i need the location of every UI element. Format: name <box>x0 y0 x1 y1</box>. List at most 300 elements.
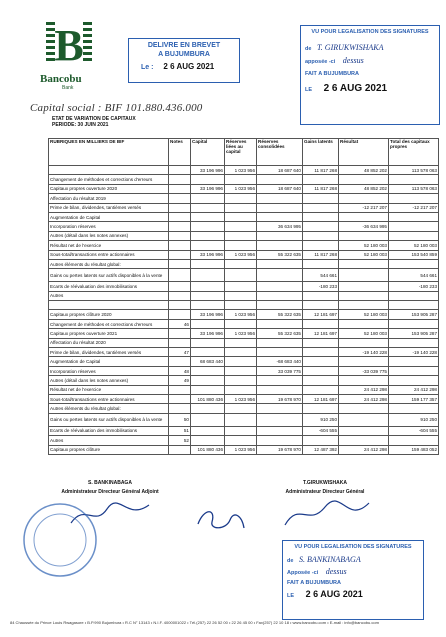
table-cell <box>303 259 339 268</box>
table-cell <box>225 366 257 375</box>
table-cell <box>339 259 389 268</box>
table-cell <box>225 212 257 221</box>
svg-text:B: B <box>54 21 84 66</box>
stamp-legal-top-name: T. GIRUKWISHAKA <box>316 43 384 52</box>
table-cell: 46 <box>169 319 191 328</box>
table-cell <box>303 222 339 231</box>
stamp-legal-bottom-date: 2 6 AUG 2021 <box>305 589 363 599</box>
table-cell: 51 <box>169 426 191 435</box>
row-label: Capitaux propres clôture 2020 <box>49 310 169 319</box>
stamp-legal-top-le-label: LE <box>305 87 313 93</box>
table-cell <box>389 436 439 445</box>
table-cell <box>339 319 389 328</box>
row-label: Autres <box>49 291 169 300</box>
table-cell: 48 852 202 <box>339 166 389 175</box>
table-row <box>49 366 439 375</box>
table-cell: 18 687 640 <box>257 184 303 193</box>
table-cell: 12 181 697 <box>303 329 339 338</box>
table-cell: 12 487 392 <box>303 445 339 454</box>
brand-sub: Bank <box>62 85 74 91</box>
row-label: Gains ou pertes latents sur actifs disponibles à la vente <box>49 413 169 426</box>
table-cell: 1 023 956 <box>225 445 257 454</box>
table-cell <box>257 319 303 328</box>
table-row <box>49 222 439 231</box>
table-cell: 48 <box>169 366 191 375</box>
table-header: Résultat <box>339 139 389 166</box>
table-cell <box>303 291 339 300</box>
table-cell <box>225 413 257 426</box>
capital-social: Capital social : BIF 101.880.436.000 <box>30 102 203 114</box>
table-cell <box>303 357 339 366</box>
table-cell <box>225 231 257 240</box>
table-cell: 11 817 268 <box>303 184 339 193</box>
table-cell <box>169 203 191 212</box>
table-row <box>49 212 439 221</box>
row-label <box>49 166 169 175</box>
table-cell <box>225 175 257 184</box>
table-cell <box>191 222 225 231</box>
table-cell: 24 412 298 <box>339 445 389 454</box>
table-cell: 544 661 <box>389 269 439 282</box>
table-cell <box>191 241 225 250</box>
table-cell <box>257 385 303 394</box>
table-cell <box>339 194 389 203</box>
table-cell: 47 <box>169 348 191 357</box>
table-cell: 910 250 <box>303 413 339 426</box>
table-cell <box>225 269 257 282</box>
stamp-brevet <box>128 38 240 83</box>
table-row <box>49 269 439 282</box>
table-cell: -180 233 <box>303 282 339 291</box>
table-cell <box>169 329 191 338</box>
table-cell <box>303 194 339 203</box>
row-label: Autres (détail dans les notes annexes) <box>49 231 169 240</box>
table-cell: 36 634 995 <box>257 222 303 231</box>
table-cell: 11 817 268 <box>303 166 339 175</box>
table-cell <box>389 338 439 347</box>
table-cell <box>339 436 389 445</box>
table-cell: -33 039 775 <box>339 366 389 375</box>
row-label: Résultat net de l'exercice <box>49 385 169 394</box>
table-cell: 33 196 996 <box>191 184 225 193</box>
table-cell <box>169 175 191 184</box>
table-cell: 52 <box>169 436 191 445</box>
table-cell <box>303 366 339 375</box>
table-cell: 910 250 <box>389 413 439 426</box>
table-cell: 1 023 956 <box>225 310 257 319</box>
table-row <box>49 259 439 268</box>
stamp-legal-bottom-name: S. BANKINABAGA <box>298 555 361 564</box>
table-row <box>49 394 439 403</box>
row-label: Sous-total/transactions entre actionnaires <box>49 250 169 259</box>
row-label: Ecarts de réévaluation des immobilisations <box>49 426 169 435</box>
table-cell <box>389 222 439 231</box>
handwritten-signature-right <box>275 497 375 531</box>
table-cell <box>191 301 225 310</box>
document-period: PERIODE: 30 JUIN 2021 <box>52 122 109 128</box>
table-cell <box>169 310 191 319</box>
stamp-legal-bottom-apposee-value: dessus <box>325 567 347 576</box>
table-cell <box>225 301 257 310</box>
table-cell <box>225 338 257 347</box>
table-cell <box>303 385 339 394</box>
table-cell <box>169 212 191 221</box>
table-cell <box>169 291 191 300</box>
table-cell <box>169 394 191 403</box>
table-cell: 52 180 003 <box>339 250 389 259</box>
table-cell <box>169 250 191 259</box>
table-cell <box>191 291 225 300</box>
table-cell <box>389 319 439 328</box>
stamp-legal-bottom-apposee-label: Apposée -ci <box>287 570 319 576</box>
table-cell <box>191 436 225 445</box>
table-cell <box>339 231 389 240</box>
stamp-legal-top-fait: FAIT A BUJUMBURA <box>305 71 359 77</box>
table-cell <box>169 445 191 454</box>
table-cell: 113 578 063 <box>389 184 439 193</box>
table-cell <box>169 385 191 394</box>
table-cell <box>389 357 439 366</box>
table-row <box>49 426 439 435</box>
table-cell <box>339 413 389 426</box>
table-cell <box>191 376 225 385</box>
stamp-legal-top-title: VU POUR LEGALISATION DES SIGNATURES <box>311 29 429 35</box>
table-row <box>49 436 439 445</box>
row-label: Sous-total/transactions entre actionnaires <box>49 394 169 403</box>
table-row <box>49 329 439 338</box>
table-cell <box>225 203 257 212</box>
table-cell: -36 634 995 <box>339 222 389 231</box>
table-cell <box>191 269 225 282</box>
table-cell <box>303 376 339 385</box>
stamp-legal-top-de-label: de <box>305 46 312 52</box>
equity-variation-table <box>48 138 439 455</box>
table-header: Réserves consolidées <box>257 139 303 166</box>
table-cell <box>303 301 339 310</box>
stamp-legal-bottom-title: VU POUR LEGALISATION DES SIGNATURES <box>294 544 412 550</box>
stamp-legal-bottom-de-label: de <box>287 558 294 564</box>
table-cell <box>257 426 303 435</box>
row-label: Incorporation réserves <box>49 366 169 375</box>
table-cell <box>191 404 225 413</box>
table-cell: 33 196 996 <box>191 329 225 338</box>
table-cell <box>169 282 191 291</box>
table-row <box>49 203 439 212</box>
table-cell <box>191 259 225 268</box>
table-cell <box>339 282 389 291</box>
table-cell: 153 905 287 <box>389 329 439 338</box>
table-cell <box>257 376 303 385</box>
row-label: Capitaux propres ouverture 2021 <box>49 329 169 338</box>
table-cell: 1 023 956 <box>225 166 257 175</box>
stamp-brevet-date: 2 6 AUG 2021 <box>163 62 215 71</box>
table-cell <box>389 291 439 300</box>
table-cell <box>257 404 303 413</box>
brand-name: Bancobu <box>40 73 82 85</box>
table-row <box>49 241 439 250</box>
handwritten-initials <box>190 500 250 540</box>
table-cell <box>191 194 225 203</box>
table-row <box>49 319 439 328</box>
table-cell <box>169 222 191 231</box>
table-cell <box>257 338 303 347</box>
table-cell: 1 023 956 <box>225 250 257 259</box>
table-cell: -19 140 228 <box>389 348 439 357</box>
row-label: Gains ou pertes latents sur actifs disponibles à la vente <box>49 269 169 282</box>
table-cell <box>339 357 389 366</box>
table-cell <box>303 436 339 445</box>
table-cell <box>339 175 389 184</box>
table-cell <box>303 319 339 328</box>
row-label: Affectation du résultat 2019 <box>49 194 169 203</box>
table-cell: 1 023 956 <box>225 394 257 403</box>
table-cell <box>225 357 257 366</box>
table-cell: 19 678 970 <box>257 394 303 403</box>
row-label: Capitaux propres clôture <box>49 445 169 454</box>
table-cell: 33 196 996 <box>191 310 225 319</box>
table-cell: 24 412 298 <box>339 385 389 394</box>
table-row <box>49 348 439 357</box>
table-cell <box>225 241 257 250</box>
table-cell: 52 180 003 <box>389 241 439 250</box>
stamp-brevet-line2: A BUJUMBURA <box>158 51 210 58</box>
signatory-left-title: Administrateur Directeur Général Adjoint <box>61 489 159 495</box>
row-label: Autres éléments du résultat global: <box>49 259 169 268</box>
table-cell <box>339 291 389 300</box>
stamp-brevet-le-label: Le : <box>141 64 154 71</box>
table-cell <box>303 203 339 212</box>
document-title: ETAT DE VARIATION DE CAPITAUX <box>52 116 136 122</box>
table-row <box>49 291 439 300</box>
table-cell <box>257 212 303 221</box>
table-cell <box>191 282 225 291</box>
table-cell: 1 023 956 <box>225 184 257 193</box>
stamp-legal-bottom-le-label: LE <box>287 593 295 599</box>
table-row <box>49 250 439 259</box>
table-cell <box>303 212 339 221</box>
table-body <box>49 166 439 455</box>
table-cell <box>191 413 225 426</box>
row-label: Autres éléments du résultat global: <box>49 404 169 413</box>
table-cell: 52 180 003 <box>339 310 389 319</box>
table-row <box>49 310 439 319</box>
table-row <box>49 338 439 347</box>
table-row <box>49 231 439 240</box>
signature-right <box>265 480 385 533</box>
table-cell <box>169 194 191 203</box>
table-cell <box>169 338 191 347</box>
table-cell <box>303 175 339 184</box>
table-cell <box>339 376 389 385</box>
table-cell <box>257 282 303 291</box>
table-cell <box>225 291 257 300</box>
table-cell <box>191 212 225 221</box>
table-cell: -19 140 228 <box>339 348 389 357</box>
table-cell: 52 180 003 <box>339 329 389 338</box>
table-cell <box>191 366 225 375</box>
table-row <box>49 184 439 193</box>
table-cell <box>225 426 257 435</box>
row-label: Autres (détail dans les notes annexes) <box>49 376 169 385</box>
table-cell <box>339 338 389 347</box>
table-cell <box>169 166 191 175</box>
row-label: Augmentation de Capital <box>49 357 169 366</box>
table-cell: -12 217 207 <box>389 203 439 212</box>
row-label: Affectation du résultat 2020 <box>49 338 169 347</box>
table-cell <box>257 175 303 184</box>
table-row <box>49 282 439 291</box>
bancobu-logo-mark <box>46 20 92 66</box>
page-footer: 84 Chaussée du Prince Louis Rwagasore • B.P.990 Bujumbura • R.C N° 13143 • N.I.F. 4000001022 • Tél.(257) 22 26 52 00 • 22 26 45 00 • Fax(257) 22 10 18 • www.bancobu.com • E-mail : info@bancobu.com <box>10 620 379 625</box>
table-cell: 55 322 635 <box>257 250 303 259</box>
table-cell <box>169 241 191 250</box>
table-cell <box>257 301 303 310</box>
table-cell: 159 177 357 <box>389 394 439 403</box>
table-cell <box>225 319 257 328</box>
table-cell <box>389 231 439 240</box>
table-header-row <box>49 139 439 166</box>
table-cell <box>339 212 389 221</box>
table-cell <box>257 413 303 426</box>
table-cell <box>339 301 389 310</box>
table-header: Gains latents <box>303 139 339 166</box>
table-cell <box>257 291 303 300</box>
table-cell <box>257 436 303 445</box>
table-cell: 50 <box>169 413 191 426</box>
table-cell: -180 233 <box>389 282 439 291</box>
row-label: Capitaux propres ouverture 2020 <box>49 184 169 193</box>
row-label: Changement de méthodes et corrections d'erreurs <box>49 175 169 184</box>
document-heading <box>52 116 136 128</box>
table-cell: 55 322 635 <box>257 310 303 319</box>
table-cell: 1 023 956 <box>225 329 257 338</box>
table-cell: 12 181 697 <box>303 310 339 319</box>
table-cell <box>339 404 389 413</box>
company-seal <box>20 500 100 580</box>
table-header: Notes <box>169 139 191 166</box>
table-cell: 33 196 996 <box>191 250 225 259</box>
table-cell <box>303 338 339 347</box>
stamp-legal-bottom-fait: FAIT A BUJUMBURA <box>287 580 341 586</box>
signatory-right-title: Administrateur Directeur Général <box>285 489 365 495</box>
row-label <box>49 301 169 310</box>
table-cell <box>389 259 439 268</box>
signatory-right-name: T.GIRUKWISHAKA <box>303 480 347 486</box>
table-cell <box>169 184 191 193</box>
table-cell <box>389 366 439 375</box>
table-cell: 49 <box>169 376 191 385</box>
table-cell: 33 196 996 <box>191 166 225 175</box>
table-header: Réserves liées au capital <box>225 139 257 166</box>
table-cell <box>257 269 303 282</box>
table-cell: 11 817 268 <box>303 250 339 259</box>
table-cell: 159 483 052 <box>389 445 439 454</box>
table-row <box>49 166 439 175</box>
table-cell <box>169 301 191 310</box>
table-cell: -12 217 207 <box>339 203 389 212</box>
row-label: Prime de bilan, dividendes, tantièmes versés <box>49 348 169 357</box>
table-cell <box>169 269 191 282</box>
table-cell <box>191 348 225 357</box>
table-cell <box>257 241 303 250</box>
table-cell: 113 578 063 <box>389 166 439 175</box>
stamp-legal-top-apposee-label: apposée -ci <box>305 59 336 65</box>
table-row <box>49 301 439 310</box>
table-cell <box>257 259 303 268</box>
table-cell <box>225 385 257 394</box>
table-cell: -68 683 440 <box>257 357 303 366</box>
table-cell <box>257 348 303 357</box>
table-cell <box>389 212 439 221</box>
table-cell: 153 905 287 <box>389 310 439 319</box>
table-row <box>49 413 439 426</box>
table-cell <box>169 357 191 366</box>
table-cell <box>339 426 389 435</box>
row-label: Résultat net de l'exercice <box>49 241 169 250</box>
table-cell: -604 555 <box>389 426 439 435</box>
table-cell <box>191 175 225 184</box>
table-cell <box>389 175 439 184</box>
table-row <box>49 404 439 413</box>
table-cell: -604 555 <box>303 426 339 435</box>
table-cell <box>225 222 257 231</box>
bancobu-logo <box>40 20 100 91</box>
table-row <box>49 357 439 366</box>
table-cell <box>191 231 225 240</box>
table-cell: 68 683 440 <box>191 357 225 366</box>
row-label: Incorporation réserves <box>49 222 169 231</box>
table-cell <box>225 404 257 413</box>
table-cell <box>169 231 191 240</box>
table-row <box>49 175 439 184</box>
table-cell <box>225 194 257 203</box>
stamp-legal-top-date: 2 6 AUG 2021 <box>323 83 388 94</box>
table-cell <box>389 194 439 203</box>
table-cell <box>257 203 303 212</box>
table-cell <box>303 241 339 250</box>
table-cell: 544 661 <box>303 269 339 282</box>
row-label: Autres <box>49 436 169 445</box>
table-header: Total des capitaux propres <box>389 139 439 166</box>
stamp-legalisation-top <box>300 25 440 125</box>
table-header: Capital <box>191 139 225 166</box>
table-cell <box>339 269 389 282</box>
table-cell: 19 678 970 <box>257 445 303 454</box>
table-cell <box>191 426 225 435</box>
table-cell <box>303 348 339 357</box>
table-cell: 101 880 436 <box>191 394 225 403</box>
table-cell <box>191 319 225 328</box>
table-cell <box>225 348 257 357</box>
table-cell <box>389 404 439 413</box>
table-cell: 52 180 003 <box>339 241 389 250</box>
table-cell: 24 412 298 <box>339 394 389 403</box>
table-cell <box>303 231 339 240</box>
stamp-brevet-line1: DELIVRE EN BREVET <box>147 42 221 49</box>
signatory-left-name: S. BANKINABAGA <box>88 480 132 486</box>
table-cell: 55 322 635 <box>257 329 303 338</box>
table-cell <box>191 385 225 394</box>
table-cell <box>225 376 257 385</box>
table-cell: 33 039 775 <box>257 366 303 375</box>
table-cell <box>257 194 303 203</box>
table-cell <box>225 259 257 268</box>
stamp-legal-top-apposee-value: dessus <box>342 56 364 65</box>
table-cell <box>169 404 191 413</box>
table-header: RUBRIQUES EN MILLIERS DE BIF <box>49 139 169 166</box>
table-row <box>49 376 439 385</box>
table-cell <box>303 404 339 413</box>
